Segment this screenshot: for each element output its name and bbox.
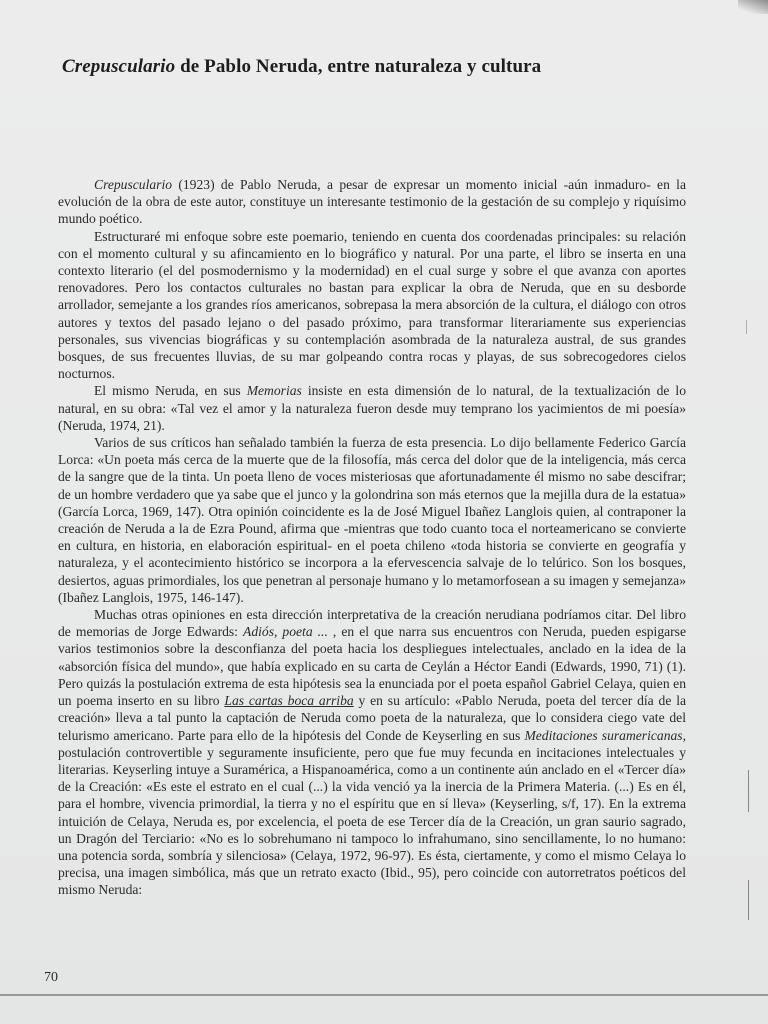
paragraph-text: (1923) de Pablo Neruda, a pesar de expresar un momento inicial -aún inmaduro- en la evolución de la obra de este autor, constituye un interesante testimonio de la gestación de su complejo y riquísimo mundo poético. <box>58 177 686 227</box>
emphasized-title: Memorias <box>246 383 302 399</box>
margin-mark <box>746 320 747 334</box>
emphasized-title: Crepusculario <box>94 177 173 192</box>
paragraph-text: y en su artículo: «Pablo Neruda, poeta del tercer día de la creación» lleva a tal punto la captación de Neruda como poeta de la naturaleza, que lo considera ciego vate del telurismo americano. Parte para ello de la hipótesis del Conde de Keyserling en sus <box>58 693 687 743</box>
paragraph-text: Estructuraré mi enfoque sobre este poemario, teniendo en cuenta dos coordenadas principales: su relación con el momento cultural y su afincamiento en lo biográfico y natural. Por una parte, el libro se inserta en una contexto literario (el del posmodernismo y la modernidad) en el cual surge y sobre el que avanza con aportes renovadores. Pero los contactos culturales no bastan para explicar la obra de Neruda, que en su desborde arrollador, semejante a los grandes ríos americanos, sobrepasa la mera absorción de la cultura, el diálogo con otros autores y textos del pasado lejano o del pasado próximo, para transformar literariamente sus experiencias personales, sus vivencias biográficas y su contemplación asombrada de la naturaleza austral, de sus grandes bosques, de sus frecuentes lluvias, de su mar golpeando contra rocas y playas, de sus sobrecogedores cielos nocturnos. <box>58 228 686 382</box>
body-paragraph <box>58 228 686 383</box>
emphasized-title: Las cartas boca arriba <box>224 693 354 709</box>
scan-corner-shadow <box>738 0 768 14</box>
paragraph-text: , en el que narra sus encuentros con Neruda, pueden espigarse varios testimonios sobre la desconfianza del poeta hacia los despliegues intelectuales, anclado en la idea de la «absorción física del mundo», que había explicado en su carta de Ceylán a Héctor Eandi (Edwards, 1990, 71) (1). Pero quizás la postulación extrema de esta hipótesis sea la enunciada por el poeta español Gabriel Celaya, quien en un poema inserto en su libro <box>58 624 686 709</box>
body-paragraph <box>58 382 686 434</box>
margin-mark <box>748 770 749 812</box>
page-bottom-rule <box>0 994 768 996</box>
paragraph-text: insiste en esta dimensión de lo natural, de la textualización de lo natural, en su obra: «Tal vez el amor y la naturaleza fueron desde muy temprano los yacimientos de mi poesía» (Neruda, 1974, 21). <box>58 383 686 433</box>
body-paragraph <box>58 434 686 606</box>
emphasized-title: Meditaciones suramericanas <box>524 727 683 743</box>
article-body <box>58 176 686 899</box>
title-book-name: Crepusculario <box>62 56 176 77</box>
paragraph-text: El mismo Neruda, en sus <box>94 383 247 399</box>
paragraph-text: Muchas otras opiniones en esta dirección interpretativa de la creación nerudiana podríamos citar. Del libro de memorias de Jorge Edwards: <box>58 607 686 640</box>
page-number: 70 <box>44 970 58 985</box>
body-paragraph <box>58 176 686 228</box>
emphasized-title: Adiós, poeta ... <box>243 624 328 640</box>
margin-mark <box>748 880 749 920</box>
paragraph-text: , postulación controvertible y seguramente insuficiente, pero que fue muy fecunda en incitaciones intelectuales y literarias. Keyserling intuye a Suramérica, a Hispanoamérica, como a un continente aún anclado en el «Tercer día» de la Creación: «Es este el estrato en el cual (...) la vida venció ya la inercia de la Primera Materia. (...) Es en él, para el hombre, vivencia primordial, la tierra y no el espíritu que en sí lleva» (Keyserling, s/f, 17). En la extrema intuición de Celaya, Neruda es, por excelencia, el poeta de ese Tercer día de la Creación, un gran saurio sagrado, un Dragón del Terciario: «No es lo sobrehumano ni tampoco lo infrahumano, sino sencillamente, lo no humano: una potencia sorda, sombría y silenciosa» (Celaya, 1972, 96-97). Es ésta, ciertamente, y como el mismo Celaya lo precisa, una imagen simbólica, más que un retrato exacto (Ibid., 95), pero coincide con autorretratos poéticos del mismo Neruda: <box>58 727 686 898</box>
body-paragraph <box>58 606 686 898</box>
paragraph-text: Varios de sus críticos han señalado también la fuerza de esta presencia. Lo dijo bellamente Federico García Lorca: «Un poeta más cerca de la muerte que de la filosofía, más cerca del dolor que de la inteligencia, más cerca de la sangre que de la tinta. Un poeta lleno de voces misteriosas que afortunadamente él mismo no sabe descifrar; de un hombre verdadero que ya sabe que el junco y la golondrina son más eternos que la mejilla dura de la estatua» (García Lorca, 1969, 147). Otra opinión coincidente es la de José Miguel Ibañez Langlois quien, al contraponer la creación de Neruda a la de Ezra Pound, afirma que -mientras que todo cuanto toca el norteamericano se convierte en cultura, en historia, en elaboración espiritual- en el poeta chileno «toda historia se convierte en geografía y naturaleza, y el acontecimiento histórico se incorpora a la efervescencia salvaje de lo telúrico. Son los bosques, desiertos, aguas primordiales, los que penetran al personaje humano y lo metamorfosean a su imagen y semejanza» (Ibañez Langlois, 1975, 146-147). <box>58 435 686 605</box>
title-rest: de Pablo Neruda, entre naturaleza y cultura <box>175 56 542 77</box>
article-title <box>62 56 742 78</box>
